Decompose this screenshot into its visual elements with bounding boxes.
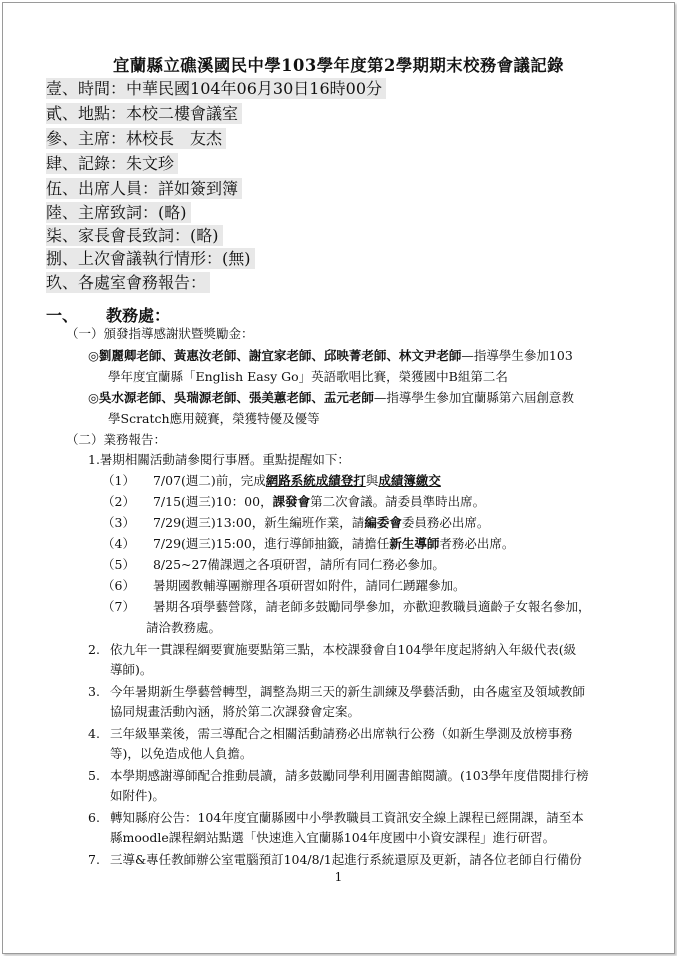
report-item-5: 5. 本學期感謝導師配合推動晨讀，請多鼓勵同學利用圖書館閱讀。(103學年度借閱排行榜 [88, 768, 589, 783]
point-7-cont: 請洽教務處。 [146, 620, 222, 635]
header-last-meeting: 捌、上次會議執行情形：(無) [46, 248, 255, 269]
section-academic-affairs: 一、 教務處： [46, 306, 171, 325]
report-item-4-cont: 等)，以免造成他人負擔。 [110, 746, 253, 761]
page-number: 1 [334, 870, 343, 884]
report-item-4: 4. 三年級畢業後，需三導配合之相關活動請務必出席執行公務（如新生學測及放榜事務 [88, 726, 573, 741]
point-4: （4） 7/29(週三)15:00，進行導師抽籤，請擔任新生導師者務必出席。 [102, 536, 515, 551]
point-1: （1） 7/07(週二)前，完成網路系統成績登打與成績簿繳交 [102, 473, 441, 488]
header-dept-reports: 玖、各處室會務報告： [46, 272, 210, 293]
point-2: （2） 7/15(週三)10：00，課發會第二次會議。請委員準時出席。 [102, 494, 486, 509]
report-item-3: 3. 今年暑期新生學藝營轉型，調整為期三天的新生訓練及學藝活動，由各處室及領域教師 [88, 684, 585, 699]
award2-line2: 學Scratch應用競賽，榮獲特優及優等 [108, 411, 320, 426]
header-parent-speech: 柒、家長會長致詞：(略) [46, 225, 223, 246]
document-title: 宜蘭縣立礁溪國民中學103學年度第2學期期末校務會議記錄 [113, 56, 564, 75]
point-5: （5） 8/25~27備課週之各項研習，請所有同仁務必參加。 [102, 557, 445, 572]
report-item-7: 7. 三導&專任教師辦公室電腦預訂104/8/1起進行系統還原及更新，請各位老師自行備份 [88, 852, 582, 867]
report-item-5-cont: 如附件)。 [110, 788, 165, 803]
sub2-label: （二）業務報告： [66, 432, 167, 447]
sub1-label: （一）頒發指導感謝狀暨獎勵金： [66, 326, 254, 341]
point-3: （3） 7/29(週三)13:00，新生編班作業，請編委會委員務必出席。 [102, 515, 490, 530]
report-item-3-cont: 協同規畫活動內涵，將於第二次課發會定案。 [110, 704, 361, 719]
report-item-1: 1.暑期相關活動請參閱行事曆。重點提醒如下： [88, 452, 350, 467]
report-item-6: 6. 轉知縣府公告：104年度宜蘭縣國中小學教職員工資訊安全線上課程已經開課，請至本 [88, 810, 584, 825]
report-item-2-cont: 導師)。 [110, 662, 153, 677]
award2-line1: ◎吳水源老師、吳瑞源老師、張美蕙老師、盂元老師—指導學生參加宜蘭縣第六屆創意教 [88, 390, 574, 405]
header-attendees: 伍、出席人員：詳如簽到簿 [46, 178, 242, 199]
point-7: （7） 暑期各項學藝營隊，請老師多鼓勵同學參加，亦歡迎教職員適齡子女報名參加， [102, 599, 591, 614]
header-recorder: 肆、記錄：朱文珍 [46, 153, 178, 174]
header-chair: 參、主席：林校長 友杰 [46, 128, 226, 149]
header-time: 壹、時間：中華民國104年06月30日16時00分 [46, 78, 386, 99]
header-chair-speech: 陸、主席致詞：(略) [46, 202, 191, 223]
award1-line1: ◎劉麗卿老師、黃惠汝老師、謝宜家老師、邱映菁老師、林文尹老師—指導學生參加103 [88, 348, 573, 363]
header-location: 貳、地點：本校二樓會議室 [46, 103, 242, 124]
award1-line2: 學年度宜蘭縣「English Easy Go」英語歌唱比賽，榮獲國中B組第二名 [108, 369, 508, 384]
report-item-6-cont: 縣moodle課程網站點選「快速進入宜蘭縣104年度國中小資安課程」進行研習。 [110, 830, 556, 845]
report-item-2: 2. 依九年一貫課程綱要實施要點第三點，本校課發會自104學年度起將納入年級代表(級 [88, 642, 577, 657]
point-6: （6） 暑期國教輔導團辦理各項研習如附件，請同仁踴躍參加。 [102, 578, 466, 593]
